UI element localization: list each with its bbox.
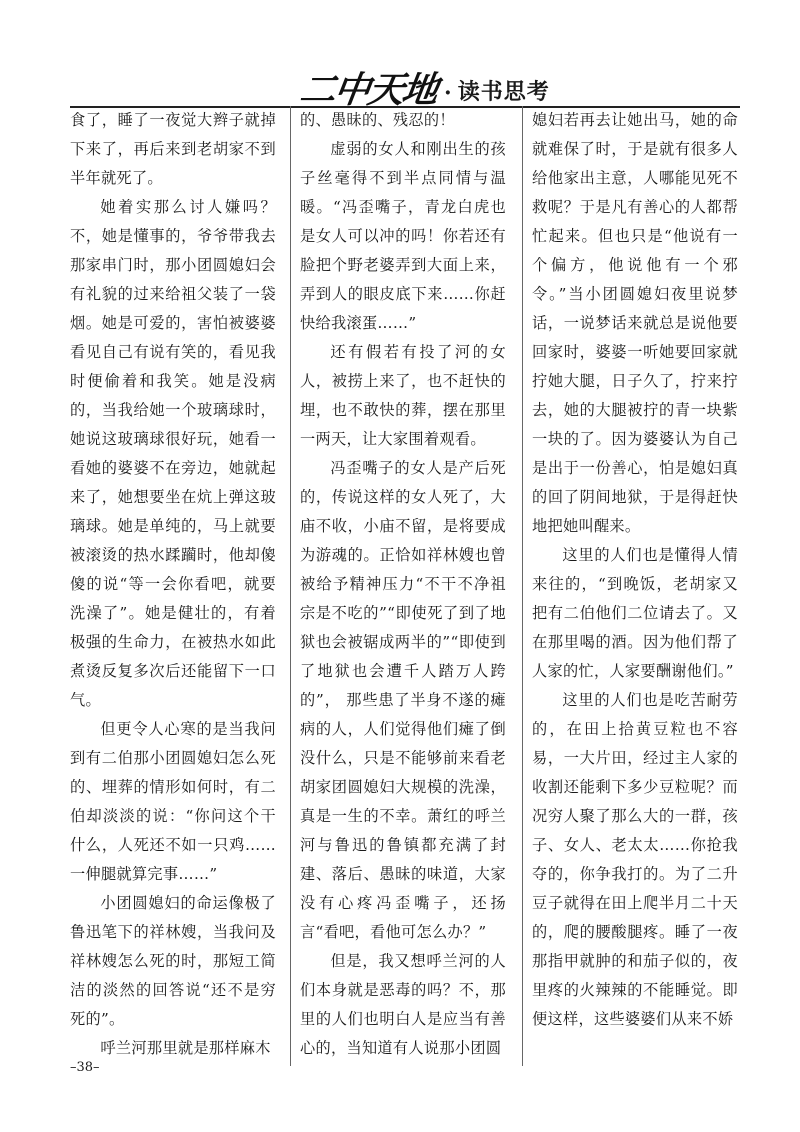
paragraph: 她着实那么讨人嫌吗？不，她是懂事的，爷爷带我去那家串门时，那小团圆媳妇会有礼貌的过来给祖父装了一袋烟。她是可爱的，害怕被婆婆看见自己有说有笑的，看见我时便偷着和我笑。她是没病的，当我给她一个玻璃球时，她说这玻璃球很好玩，她看一看她的婆婆不在旁边，她就起来了，她想要坐在炕上弹这玻璃球。她是单纯的，马上就要被滚烫的热水蹂躏时，他却傻傻的说“等一会你看吧，就要洗澡了”。她是健壮的，有着极强的生命力，在被热水如此煮烫反复多次后还能留下一口气。 <box>70 198 276 709</box>
section-title: 读书思考 <box>457 80 550 105</box>
paragraph: 这里的人们也是吃苦耐劳的，在田上拾黄豆粒也不容易，一大片田，经过主人家的收割还能剩下多少豆粒呢？而况穷人聚了那么大的一群，孩子、女人、老太太……你抢我夺的，你争我打的。为了二升豆子就得在田上爬半月二十天的，爬的腰酸腿疼。睡了一夜那指甲就肿的和茄子似的，夜里疼的火辣辣的不能睡觉。即便这样，这些婆婆们从来不娇 <box>532 691 738 1028</box>
paragraph: 呼兰河那里就是那样麻木 <box>100 1039 271 1057</box>
paragraph: 小团圆媳妇的命运像极了鲁迅笔下的祥林嫂，当我问及祥林嫂怎么死的时，那短工简洁的淡然的回答说“还不是穷死的”。 <box>70 894 276 1028</box>
text-column-1 <box>70 106 276 1066</box>
text-column-2 <box>300 106 506 1066</box>
header-separator: · <box>444 80 452 106</box>
paragraph: 但是，我又想呼兰河的人们本身就是恶毒的吗？不，那里的人们也明白人是应当有善心的，当知道有人说那小团圆 <box>300 952 506 1057</box>
paragraph: 食了，睡了一夜觉大辫子就掉下来了，再后来到老胡家不到半年就死了。 <box>70 111 276 187</box>
paragraph: 冯歪嘴子的女人是产后死的，传说这样的女人死了，大庙不收，小庙不留，是将要成为游魂的。正恰如祥林嫂也曾被给予精神压力“不干不净祖宗是不吃的”“即使死了到了地狱也会被锯成两半的”“即使到了地狱也会遭千人踏万人跨的”， 那些患了半身不遂的瘫病的人，人们觉得他们瘫了倒没什么，只是不能够前来看老胡家团圆媳妇大规模的洗澡，真是一生的不幸。萧红的呼兰河与鲁迅的鲁镇都充满了封建、落后、愚昧的味道，大家没有心疼冯歪嘴子，还扬言“看吧，看他可怎么办？” <box>300 459 506 941</box>
paragraph: 的、愚昧的、残忍的！ <box>300 111 455 129</box>
column-divider <box>290 106 291 1066</box>
text-column-3 <box>532 106 738 1066</box>
paragraph: 虚弱的女人和刚出生的孩子丝毫得不到半点同情与温暖。“冯歪嘴子，青龙白虎也是女人可以冲的吗！你若还有脸把个野老婆弄到大面上来，弄到人的眼皮底下来……你赶快给我滚蛋……” <box>300 140 506 332</box>
brand-logo: 二中天地 <box>297 69 439 111</box>
column-divider <box>522 106 523 1066</box>
page-header <box>297 62 720 111</box>
paragraph: 这里的人们也是懂得人情来往的，“到晚饭，老胡家又把有二伯他们二位请去了。又在那里喝的酒。因为他们帮了人家的忙，人家要酬谢他们。” <box>532 546 738 680</box>
page-number: –38– <box>70 1060 100 1075</box>
paragraph: 还有假若有投了河的女人，被捞上来了，也不赶快的埋，也不敢快的葬，摆在那里一两天，让大家围着观看。 <box>300 343 506 448</box>
paragraph: 媳妇若再去让她出马，她的命就难保了时，于是就有很多人给他家出主意，人哪能见死不救呢？于是凡有善心的人都帮忙起来。但也只是“他说有一个偏方，他说他有一个邪令。”当小团圆媳妇夜里说梦话，一说梦话来就总是说他要回家时，婆婆一听她要回家就拧她大腿，日子久了，拧来拧去，她的大腿被拧的青一块紫一块的了。因为婆婆认为自己是出于一份善心，怕是媳妇真的回了阴间地狱，于是得赶快地把她叫醒来。 <box>532 111 738 535</box>
paragraph: 但更令人心寒的是当我问到有二伯那小团圆媳妇怎么死的、埋葬的情形如何时，有二伯却淡淡的说：“你问这个干什么，人死还不如一只鸡……一伸腿就算完事……” <box>70 720 276 883</box>
